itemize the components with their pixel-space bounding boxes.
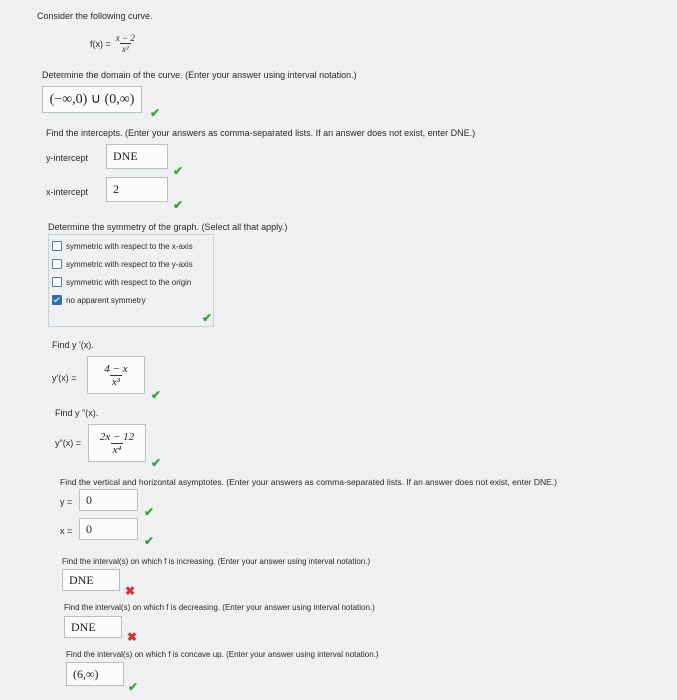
checkbox[interactable] [52,277,62,287]
second-derivative-fraction [98,431,136,456]
symmetry-prompt: Determine the symmetry of the graph. (Select all that apply.) [48,222,288,232]
second-derivative-prompt: Find y "(x). [55,408,99,418]
first-derivative-denominator: x³ [111,375,121,388]
first-derivative-fraction [102,363,129,388]
function-numerator: x − 2 [115,33,135,43]
function-definition [90,33,137,54]
concave-up-prompt: Find the interval(s) on which f is concave up. (Enter your answer using interval notation.) [66,650,379,659]
check-icon: ✔ [151,388,162,402]
function-fraction [114,33,137,54]
check-icon: ✔ [144,534,155,548]
intercepts-prompt: Find the intercepts. (Enter your answers as comma-separated lists. If an answer does not exist, enter DNE.) [46,128,476,138]
option-label: no apparent symmetry [66,295,146,305]
second-derivative-lhs: y"(x) = [55,438,81,448]
vertical-asymptote-field[interactable]: 0 [79,518,138,540]
checkbox-checked[interactable] [52,295,62,305]
option-label: symmetric with respect to the origin [66,277,192,287]
first-derivative-prompt: Find y '(x). [52,340,94,350]
check-icon: ✔ [128,680,139,694]
check-icon: ✔ [144,505,155,519]
checkbox[interactable] [52,241,62,251]
symmetry-option-x-axis[interactable] [52,241,193,251]
symmetry-option-none[interactable] [52,295,146,305]
second-derivative-numerator: 2x − 12 [99,430,135,443]
option-label: symmetric with respect to the x-axis [66,241,193,251]
increasing-prompt: Find the interval(s) on which f is increasing. (Enter your answer using interval notation.) [62,557,371,566]
check-icon: ✔ [151,456,162,470]
y-intercept-field[interactable]: DNE [106,144,168,169]
check-icon: ✔ [173,198,184,212]
vertical-asymptote-label: x = [60,526,73,536]
cross-icon: ✖ [125,584,136,598]
horizontal-asymptote-field[interactable]: 0 [79,489,138,511]
second-derivative-denominator: x⁴ [112,443,122,456]
y-intercept-label: y-intercept [46,153,89,163]
increasing-answer-field[interactable]: DNE [62,569,120,591]
check-icon: ✔ [150,106,161,120]
symmetry-option-origin[interactable] [52,277,191,287]
domain-prompt: Determine the domain of the curve. (Enter your answer using interval notation.) [42,70,357,80]
first-derivative-lhs: y'(x) = [52,373,77,383]
domain-answer-field[interactable]: (−∞,0) ∪ (0,∞) [42,86,142,113]
second-derivative-field[interactable] [88,424,146,462]
asymptotes-prompt: Find the vertical and horizontal asymptotes. (Enter your answers as comma-separated lists. If an answer does not exist, enter DNE.) [60,477,557,487]
x-intercept-label: x-intercept [46,187,89,197]
checkbox[interactable] [52,259,62,269]
option-label: symmetric with respect to the y-axis [66,259,193,269]
horizontal-asymptote-label: y = [60,497,73,507]
intro-text: Consider the following curve. [37,11,153,21]
concave-up-answer-field[interactable]: (6,∞) [66,662,124,686]
decreasing-answer-field[interactable]: DNE [64,616,122,638]
first-derivative-field[interactable] [87,356,145,394]
x-intercept-field[interactable]: 2 [106,177,168,202]
symmetry-option-y-axis[interactable] [52,259,193,269]
cross-icon: ✖ [127,630,138,644]
function-lhs: f(x) = [90,38,111,49]
check-icon: ✔ [202,311,213,325]
first-derivative-numerator: 4 − x [104,362,128,375]
function-denominator: x² [121,44,129,54]
check-icon: ✔ [173,164,184,178]
decreasing-prompt: Find the interval(s) on which f is decreasing. (Enter your answer using interval notation.) [64,603,375,612]
